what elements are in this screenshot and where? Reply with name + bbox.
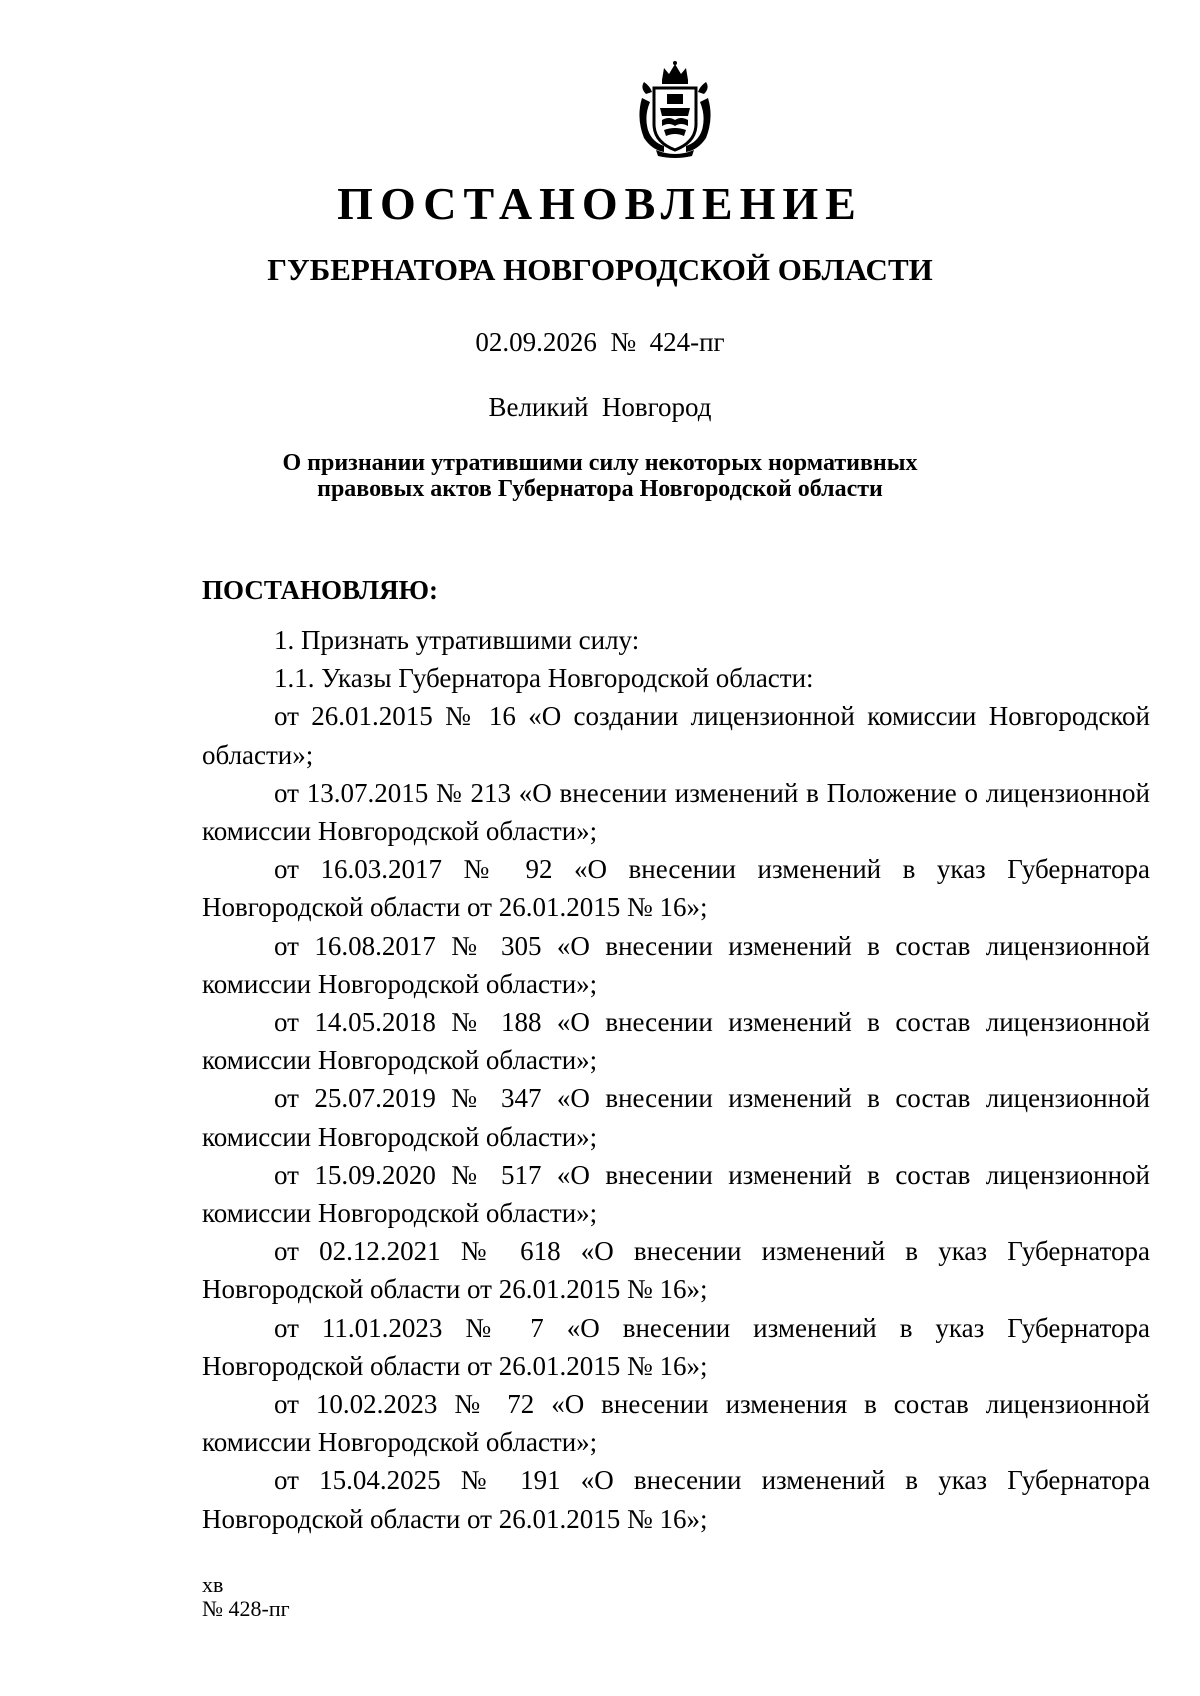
paragraph: 1. Признать утратившими силу: bbox=[274, 625, 640, 655]
document-body bbox=[202, 621, 1150, 1538]
city-name: Великий Новгород bbox=[488, 392, 712, 422]
paragraph: от 10.02.2023 № 72 «О внесении изменения в состав лицензионной комиссии Новгородской области»; bbox=[202, 1389, 1150, 1458]
paragraph: от 15.04.2025 № 191 «О внесении изменений в указ Губернатора Новгородской области от 26.01.2015 № 16»; bbox=[202, 1465, 1150, 1534]
paragraph: 1.1. Указы Губернатора Новгородской области: bbox=[274, 663, 814, 694]
coat-of-arms-icon bbox=[634, 58, 716, 158]
heading-line: правовых актов Губернатора Новгородской области bbox=[317, 476, 883, 502]
paragraph: от 14.05.2018 № 188 «О внесении изменений в состав лицензионной комиссии Новгородской области»; bbox=[202, 1007, 1150, 1076]
decree-word: ПОСТАНОВЛЯЮ: bbox=[202, 575, 438, 605]
footer-initials: хв bbox=[202, 1572, 224, 1597]
paragraph: от 02.12.2021 № 618 «О внесении изменений в указ Губернатора Новгородской области от 26.01.2015 № 16»; bbox=[202, 1236, 1150, 1305]
paragraph: от 13.07.2015 № 213 «О внесении изменений в Положение о лицензионной комиссии Новгородской области»; bbox=[202, 777, 1150, 847]
document-heading bbox=[0, 450, 1200, 502]
paragraph: от 25.07.2019 № 347 «О внесении изменений в состав лицензионной комиссии Новгородской области»; bbox=[202, 1083, 1150, 1152]
paragraph: от 15.09.2020 № 517 «О внесении изменений в состав лицензионной комиссии Новгородской области»; bbox=[202, 1159, 1150, 1229]
heading-line: О признании утратившими силу некоторых нормативных bbox=[282, 450, 918, 476]
paragraph: от 16.08.2017 № 305 «О внесении изменений в состав лицензионной комиссии Новгородской области»; bbox=[202, 930, 1150, 999]
document-subtitle: ГУБЕРНАТОРА НОВГОРОДСКОЙ ОБЛАСТИ bbox=[267, 252, 933, 287]
paragraph: от 16.03.2017 № 92 «О внесении изменений в указ Губернатора Новгородской области от 26.01.2015 № 16»; bbox=[202, 854, 1150, 923]
paragraph: от 11.01.2023 № 7 «О внесении изменений в указ Губернатора Новгородской области от 26.01.2015 № 16»; bbox=[202, 1312, 1150, 1381]
paragraph: от 26.01.2015 № 16 «О создании лицензионной комиссии Новгородской области»; bbox=[202, 701, 1150, 770]
date-and-number: 02.09.2026 № 424-пг bbox=[475, 327, 725, 357]
document-title: ПОСТАНОВЛЕНИЕ bbox=[337, 178, 863, 229]
footer-number: № 428-пг bbox=[202, 1596, 290, 1621]
footer-note bbox=[202, 1573, 290, 1621]
